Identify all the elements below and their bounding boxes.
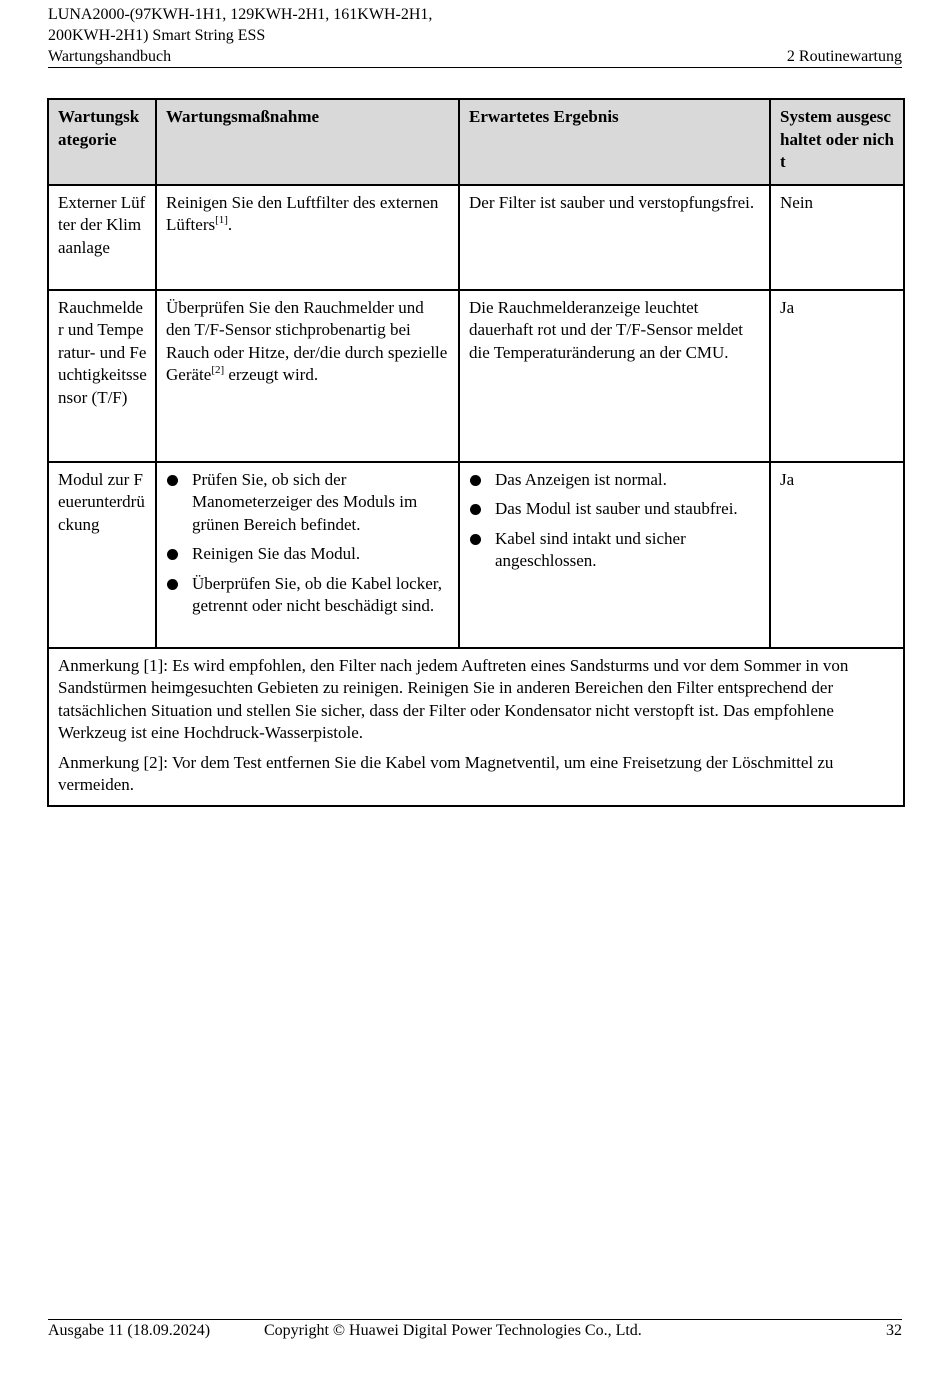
table-header-row — [48, 99, 904, 185]
bullet-icon — [470, 534, 481, 545]
notes-row — [48, 648, 904, 806]
bullet-icon — [167, 475, 178, 486]
action-text: Reinigen Sie den Luftfilter des externen Lüfters — [166, 192, 439, 234]
list-item-text: Überprüfen Sie, ob die Kabel locker, getrennt oder nicht beschädigt sind. — [192, 573, 442, 615]
action-cell — [156, 462, 459, 648]
copyright-notice: Copyright © Huawei Digital Power Technologies Co., Ltd. — [264, 1322, 642, 1339]
result-list — [469, 469, 761, 573]
list-item — [166, 573, 450, 618]
category-cell: Rauchmelder und Temperatur- und Feuchtigkeitssensor (T/F) — [48, 290, 156, 462]
list-item-text: Das Modul ist sauber und staubfrei. — [495, 499, 738, 518]
list-item — [166, 469, 450, 537]
page-header — [48, 4, 902, 67]
action-cell — [156, 290, 459, 462]
document-type: Wartungshandbuch — [48, 48, 172, 65]
list-item — [469, 528, 761, 573]
system-off-cell: Ja — [770, 462, 904, 648]
note-reference: [1] — [215, 214, 228, 226]
note-1: Anmerkung [1]: Es wird empfohlen, den Filter nach jedem Auftreten eines Sandsturms und vor dem Sommer in von Sandstürmen heimgesuchten Gebieten zu reinigen. Reinigen Sie in anderen Bereichen den Filter entsprechend der tatsächlichen Situation und stellen Sie sicher, dass der Filter oder Kondensator nicht verstopft ist. Das empfohlene Werkzeug ist eine Hochdruck-Wasserpistole. — [58, 655, 849, 742]
bullet-icon — [470, 475, 481, 486]
action-text: Überprüfen Sie den Rauchmelder und den T/F-Sensor stichprobenartig bei Rauch oder Hitze, der/die durch spezielle Geräte — [166, 297, 448, 384]
maintenance-table — [47, 98, 905, 807]
note-2: Anmerkung [2]: Vor dem Test entfernen Sie die Kabel vom Magnetventil, um eine Freisetzung der Löschmittel zu vermeiden. — [58, 752, 834, 794]
system-off-cell: Nein — [770, 185, 904, 290]
result-cell — [459, 462, 770, 648]
bullet-icon — [167, 549, 178, 560]
result-cell: Der Filter ist sauber und verstopfungsfrei. — [459, 185, 770, 290]
notes-cell — [48, 648, 904, 806]
action-text-end: erzeugt wird. — [224, 365, 319, 384]
table-row — [48, 185, 904, 290]
table-row — [48, 290, 904, 462]
category-cell: Modul zur Feuerunterdrückung — [48, 462, 156, 648]
list-item — [469, 498, 761, 521]
list-item — [166, 543, 450, 566]
bullet-icon — [167, 579, 178, 590]
result-cell: Die Rauchmelderanzeige leuchtet dauerhaft rot und der T/F-Sensor meldet die Temperaturänderung an der CMU. — [459, 290, 770, 462]
action-text-end: . — [227, 215, 233, 234]
document-title-line-2: 200KWH-2H1) Smart String ESS — [48, 27, 266, 44]
table-row — [48, 462, 904, 648]
list-item-text: Das Anzeigen ist normal. — [495, 469, 667, 489]
action-cell — [156, 185, 459, 290]
edition-info: Ausgabe 11 (18.09.2024) — [48, 1322, 211, 1339]
page-number: 32 — [886, 1322, 902, 1339]
document-title-line-1: LUNA2000-(97KWH-1H1, 129KWH-2H1, 161KWH-2H1, — [48, 6, 433, 23]
list-item-text: Kabel sind intakt und sicher angeschlossen. — [495, 528, 686, 570]
action-list — [166, 469, 450, 618]
column-header-action: Wartungsmaßnahme — [156, 99, 459, 185]
category-cell: Externer Lüfter der Klimaanlage — [48, 185, 156, 290]
column-header-result: Erwartetes Ergebnis — [459, 99, 770, 185]
header-divider — [48, 67, 902, 68]
system-off-cell: Ja — [770, 290, 904, 462]
column-header-system-off: System ausgeschaltet oder nicht — [770, 99, 904, 185]
chapter-title: 2 Routinewartung — [786, 48, 902, 65]
list-item — [469, 469, 761, 492]
list-item-text: Prüfen Sie, ob sich der Manometerzeiger des Moduls im grünen Bereich befindet. — [192, 469, 418, 534]
list-item-text: Reinigen Sie das Modul. — [192, 544, 361, 563]
bullet-icon — [470, 504, 481, 515]
note-reference: [2] — [211, 364, 225, 376]
column-header-category: Wartungskategorie — [48, 99, 156, 185]
